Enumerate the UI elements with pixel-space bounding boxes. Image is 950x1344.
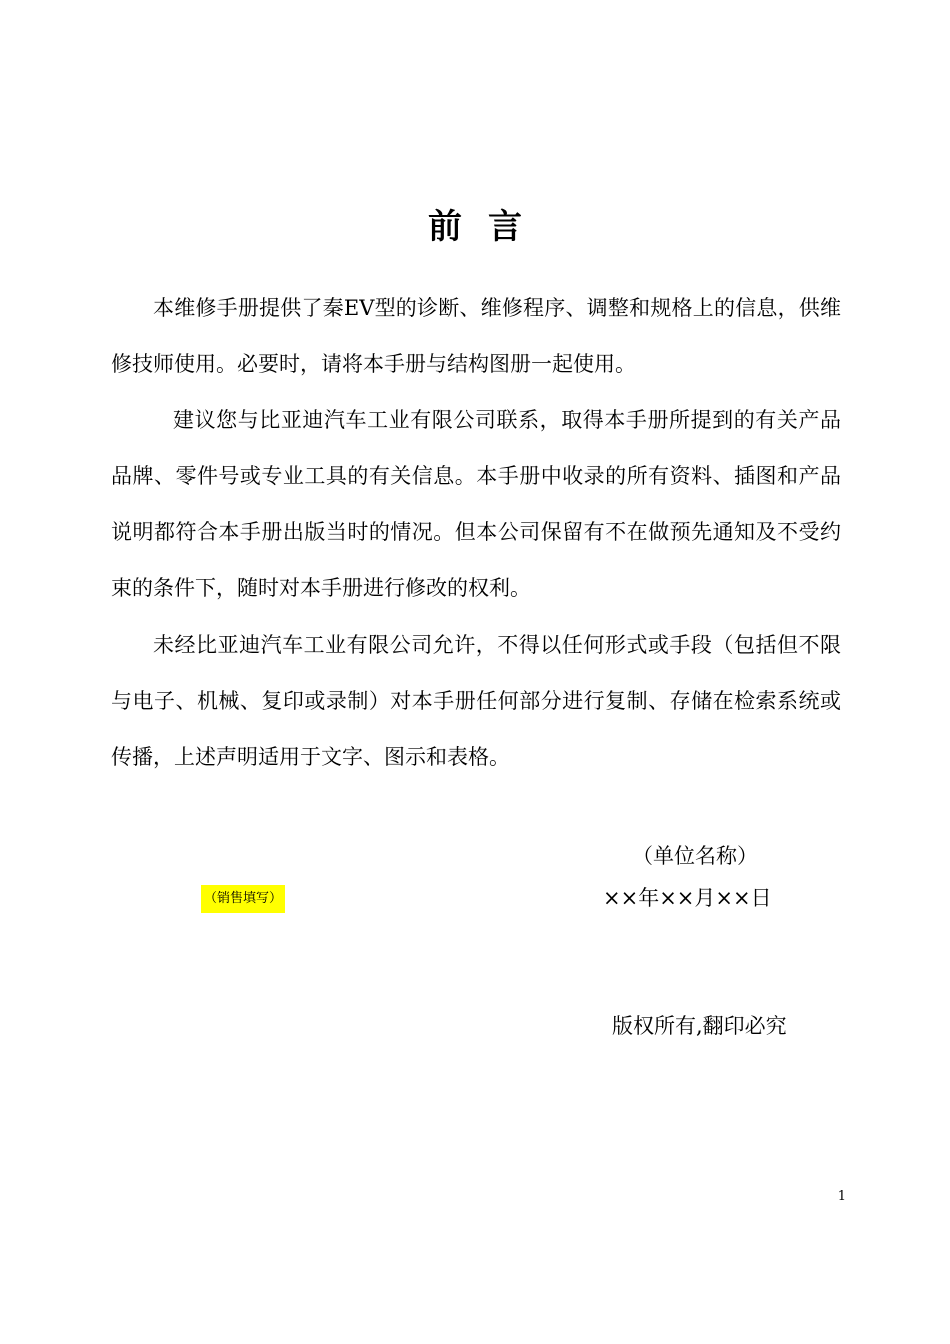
unit-name: （单位名称） (632, 844, 758, 868)
paragraph-contact: 建议您与比亚迪汽车工业有限公司联系，取得本手册所提到的有关产品品牌、零件号或专业工具的有关信息。本手册中收录的所有资料、插图和产品说明都符合本手册出版当时的情况。但本公司保留有不在做预先通知及不受约束的条件下，随时对本手册进行修改的权利。 (111, 408, 841, 600)
page-number: 1 (837, 1189, 846, 1204)
sales-fill-note: （销售填写） (201, 885, 285, 913)
date-line: ××年××月××日 (603, 886, 772, 910)
paragraph-intro: 本维修手册提供了秦EV型的诊断、维修程序、调整和规格上的信息，供维修技师使用。必要时，请将本手册与结构图册一起使用。 (111, 296, 841, 376)
page-title: 前言 (428, 207, 548, 247)
copyright-statement: 版权所有,翻印必究 (612, 1014, 787, 1038)
paragraph-copyright-notice: 未经比亚迪汽车工业有限公司允许，不得以任何形式或手段（包括但不限与电子、机械、复印或录制）对本手册任何部分进行复制、存储在检索系统或传播，上述声明适用于文字、图示和表格。 (111, 633, 841, 769)
